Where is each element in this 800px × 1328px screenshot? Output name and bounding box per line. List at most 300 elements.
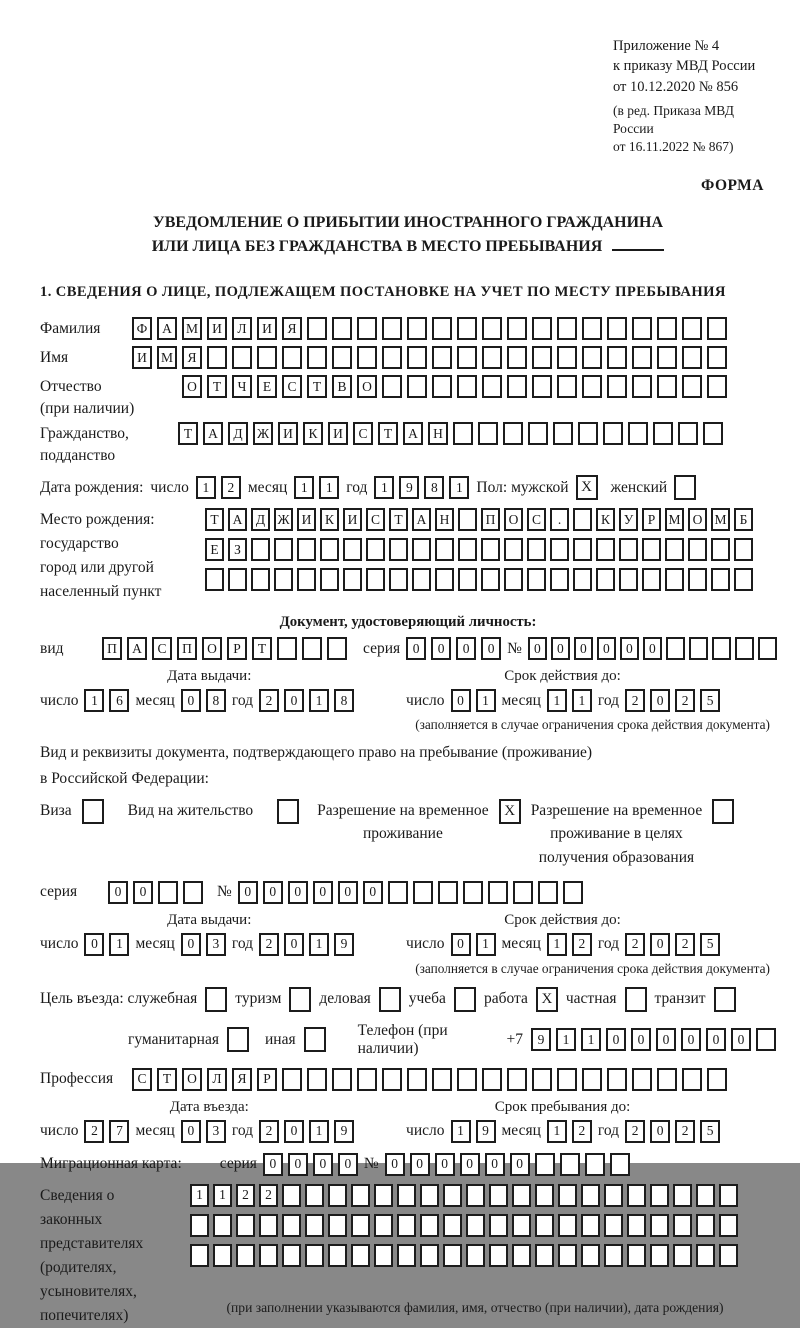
char-cell[interactable] bbox=[735, 637, 754, 660]
char-cell[interactable]: 9 bbox=[531, 1028, 551, 1051]
char-cell[interactable] bbox=[432, 346, 452, 369]
char-cell[interactable]: А bbox=[127, 637, 147, 660]
char-cell[interactable]: А bbox=[203, 422, 223, 445]
char-cell[interactable]: 0 bbox=[288, 881, 308, 904]
char-cell[interactable] bbox=[458, 538, 477, 561]
char-cell[interactable]: Т bbox=[205, 508, 224, 531]
char-cell[interactable] bbox=[607, 317, 627, 340]
char-cell[interactable] bbox=[277, 637, 297, 660]
char-cell[interactable] bbox=[535, 1184, 554, 1207]
char-cell[interactable] bbox=[573, 568, 592, 591]
char-cell[interactable] bbox=[504, 568, 523, 591]
char-cell[interactable] bbox=[482, 317, 502, 340]
char-cell[interactable]: И bbox=[297, 508, 316, 531]
char-cell[interactable]: 0 bbox=[84, 933, 104, 956]
char-cell[interactable]: 0 bbox=[650, 1120, 670, 1143]
char-cell[interactable] bbox=[205, 568, 224, 591]
char-cell[interactable] bbox=[236, 1244, 255, 1267]
char-cell[interactable] bbox=[719, 1184, 738, 1207]
char-cell[interactable]: С bbox=[527, 508, 546, 531]
char-cell[interactable]: 0 bbox=[313, 1153, 333, 1176]
char-cell[interactable] bbox=[628, 422, 648, 445]
char-cell[interactable]: 9 bbox=[334, 933, 354, 956]
char-cell[interactable] bbox=[558, 1184, 577, 1207]
char-cell[interactable] bbox=[328, 1244, 347, 1267]
char-cell[interactable]: С bbox=[152, 637, 172, 660]
char-cell[interactable] bbox=[707, 346, 727, 369]
char-cell[interactable] bbox=[682, 346, 702, 369]
char-cell[interactable] bbox=[236, 1214, 255, 1237]
char-cell[interactable] bbox=[627, 1184, 646, 1207]
char-cell[interactable] bbox=[327, 637, 347, 660]
char-cell[interactable]: М bbox=[157, 346, 177, 369]
char-cell[interactable] bbox=[183, 881, 203, 904]
char-cell[interactable]: 0 bbox=[338, 881, 358, 904]
char-cell[interactable]: Т bbox=[389, 508, 408, 531]
char-cell[interactable] bbox=[305, 1214, 324, 1237]
char-cell[interactable]: 2 bbox=[675, 933, 695, 956]
char-cell[interactable] bbox=[607, 375, 627, 398]
char-cell[interactable] bbox=[596, 568, 615, 591]
char-cell[interactable]: А bbox=[412, 508, 431, 531]
char-cell[interactable] bbox=[282, 346, 302, 369]
char-cell[interactable] bbox=[332, 1068, 352, 1091]
purpose-study-checkbox[interactable] bbox=[454, 987, 476, 1012]
char-cell[interactable]: 2 bbox=[572, 933, 592, 956]
char-cell[interactable]: М bbox=[665, 508, 684, 531]
char-cell[interactable]: С bbox=[366, 508, 385, 531]
char-cell[interactable]: 1 bbox=[476, 689, 496, 712]
sex-male-checkbox[interactable]: X bbox=[576, 475, 598, 500]
char-cell[interactable] bbox=[582, 317, 602, 340]
char-cell[interactable] bbox=[507, 346, 527, 369]
char-cell[interactable] bbox=[307, 346, 327, 369]
char-cell[interactable]: Т bbox=[252, 637, 272, 660]
char-cell[interactable]: 9 bbox=[399, 476, 419, 499]
char-cell[interactable] bbox=[650, 1184, 669, 1207]
char-cell[interactable]: 2 bbox=[259, 1184, 278, 1207]
char-cell[interactable] bbox=[719, 1214, 738, 1237]
char-cell[interactable] bbox=[357, 1068, 377, 1091]
char-cell[interactable]: М bbox=[711, 508, 730, 531]
char-cell[interactable]: 1 bbox=[309, 689, 329, 712]
char-cell[interactable] bbox=[707, 1068, 727, 1091]
char-cell[interactable]: 1 bbox=[213, 1184, 232, 1207]
char-cell[interactable] bbox=[657, 375, 677, 398]
char-cell[interactable]: 2 bbox=[84, 1120, 104, 1143]
char-cell[interactable]: Р bbox=[257, 1068, 277, 1091]
char-cell[interactable]: Т bbox=[157, 1068, 177, 1091]
option-visa-checkbox[interactable] bbox=[82, 799, 104, 824]
char-cell[interactable]: 1 bbox=[309, 1120, 329, 1143]
char-cell[interactable] bbox=[581, 1244, 600, 1267]
char-cell[interactable] bbox=[443, 1184, 462, 1207]
char-cell[interactable]: Т bbox=[178, 422, 198, 445]
char-cell[interactable] bbox=[257, 346, 277, 369]
char-cell[interactable]: А bbox=[403, 422, 423, 445]
char-cell[interactable] bbox=[507, 317, 527, 340]
char-cell[interactable] bbox=[532, 317, 552, 340]
char-cell[interactable] bbox=[382, 346, 402, 369]
char-cell[interactable] bbox=[582, 346, 602, 369]
char-cell[interactable]: 5 bbox=[700, 933, 720, 956]
char-cell[interactable] bbox=[604, 1214, 623, 1237]
option-residence-permit-checkbox[interactable] bbox=[277, 799, 299, 824]
char-cell[interactable]: 0 bbox=[338, 1153, 358, 1176]
char-cell[interactable]: З bbox=[228, 538, 247, 561]
char-cell[interactable] bbox=[507, 375, 527, 398]
char-cell[interactable]: 0 bbox=[631, 1028, 651, 1051]
char-cell[interactable] bbox=[719, 1244, 738, 1267]
char-cell[interactable]: 0 bbox=[263, 1153, 283, 1176]
char-cell[interactable] bbox=[553, 422, 573, 445]
char-cell[interactable] bbox=[696, 1244, 715, 1267]
char-cell[interactable]: П bbox=[481, 508, 500, 531]
char-cell[interactable]: Д bbox=[228, 422, 248, 445]
char-cell[interactable]: И bbox=[343, 508, 362, 531]
char-cell[interactable]: 2 bbox=[259, 1120, 279, 1143]
char-cell[interactable] bbox=[756, 1028, 776, 1051]
char-cell[interactable] bbox=[282, 1244, 301, 1267]
char-cell[interactable] bbox=[351, 1184, 370, 1207]
char-cell[interactable] bbox=[550, 568, 569, 591]
char-cell[interactable] bbox=[527, 538, 546, 561]
purpose-other-checkbox[interactable] bbox=[304, 1027, 326, 1052]
char-cell[interactable] bbox=[603, 422, 623, 445]
char-cell[interactable]: Л bbox=[207, 1068, 227, 1091]
char-cell[interactable]: Е bbox=[257, 375, 277, 398]
char-cell[interactable] bbox=[627, 1214, 646, 1237]
char-cell[interactable] bbox=[332, 346, 352, 369]
char-cell[interactable]: 2 bbox=[221, 476, 241, 499]
char-cell[interactable]: П bbox=[177, 637, 197, 660]
char-cell[interactable]: 1 bbox=[572, 689, 592, 712]
char-cell[interactable] bbox=[734, 568, 753, 591]
char-cell[interactable] bbox=[532, 1068, 552, 1091]
char-cell[interactable]: С bbox=[282, 375, 302, 398]
char-cell[interactable]: 0 bbox=[606, 1028, 626, 1051]
purpose-private-checkbox[interactable] bbox=[625, 987, 647, 1012]
char-cell[interactable] bbox=[513, 881, 533, 904]
char-cell[interactable]: И bbox=[278, 422, 298, 445]
char-cell[interactable] bbox=[463, 881, 483, 904]
char-cell[interactable]: 0 bbox=[485, 1153, 505, 1176]
char-cell[interactable]: Т bbox=[207, 375, 227, 398]
char-cell[interactable]: И bbox=[207, 317, 227, 340]
char-cell[interactable] bbox=[734, 538, 753, 561]
char-cell[interactable]: 0 bbox=[650, 933, 670, 956]
char-cell[interactable]: А bbox=[228, 508, 247, 531]
char-cell[interactable] bbox=[307, 317, 327, 340]
char-cell[interactable]: 1 bbox=[190, 1184, 209, 1207]
char-cell[interactable]: 0 bbox=[481, 637, 501, 660]
char-cell[interactable]: 0 bbox=[643, 637, 662, 660]
char-cell[interactable]: 2 bbox=[259, 689, 279, 712]
char-cell[interactable] bbox=[259, 1214, 278, 1237]
char-cell[interactable] bbox=[632, 375, 652, 398]
char-cell[interactable] bbox=[351, 1244, 370, 1267]
char-cell[interactable] bbox=[682, 375, 702, 398]
char-cell[interactable] bbox=[528, 422, 548, 445]
char-cell[interactable] bbox=[560, 1153, 580, 1176]
char-cell[interactable]: К bbox=[303, 422, 323, 445]
char-cell[interactable] bbox=[251, 538, 270, 561]
char-cell[interactable] bbox=[619, 538, 638, 561]
char-cell[interactable]: 9 bbox=[334, 1120, 354, 1143]
char-cell[interactable] bbox=[482, 346, 502, 369]
char-cell[interactable] bbox=[397, 1184, 416, 1207]
char-cell[interactable] bbox=[407, 1068, 427, 1091]
char-cell[interactable]: 5 bbox=[700, 1120, 720, 1143]
char-cell[interactable] bbox=[512, 1214, 531, 1237]
char-cell[interactable]: 3 bbox=[206, 933, 226, 956]
char-cell[interactable] bbox=[535, 1214, 554, 1237]
char-cell[interactable] bbox=[251, 568, 270, 591]
char-cell[interactable]: О bbox=[504, 508, 523, 531]
char-cell[interactable] bbox=[297, 568, 316, 591]
char-cell[interactable]: С bbox=[132, 1068, 152, 1091]
char-cell[interactable] bbox=[478, 422, 498, 445]
char-cell[interactable] bbox=[190, 1244, 209, 1267]
char-cell[interactable]: 2 bbox=[675, 689, 695, 712]
char-cell[interactable] bbox=[581, 1184, 600, 1207]
char-cell[interactable] bbox=[453, 422, 473, 445]
char-cell[interactable] bbox=[563, 881, 583, 904]
char-cell[interactable]: 0 bbox=[435, 1153, 455, 1176]
char-cell[interactable]: 9 bbox=[476, 1120, 496, 1143]
char-cell[interactable] bbox=[388, 881, 408, 904]
char-cell[interactable]: 2 bbox=[625, 689, 645, 712]
char-cell[interactable]: Е bbox=[205, 538, 224, 561]
char-cell[interactable]: 0 bbox=[456, 637, 476, 660]
char-cell[interactable] bbox=[274, 568, 293, 591]
char-cell[interactable] bbox=[682, 1068, 702, 1091]
char-cell[interactable] bbox=[507, 1068, 527, 1091]
char-cell[interactable]: 8 bbox=[206, 689, 226, 712]
char-cell[interactable] bbox=[432, 317, 452, 340]
char-cell[interactable] bbox=[320, 538, 339, 561]
char-cell[interactable] bbox=[407, 375, 427, 398]
char-cell[interactable]: О bbox=[202, 637, 222, 660]
char-cell[interactable] bbox=[607, 1068, 627, 1091]
char-cell[interactable] bbox=[435, 568, 454, 591]
char-cell[interactable]: О bbox=[688, 508, 707, 531]
char-cell[interactable] bbox=[282, 1184, 301, 1207]
char-cell[interactable]: 2 bbox=[625, 933, 645, 956]
char-cell[interactable] bbox=[332, 317, 352, 340]
char-cell[interactable] bbox=[259, 1244, 278, 1267]
char-cell[interactable]: Я bbox=[182, 346, 202, 369]
purpose-work-checkbox[interactable]: X bbox=[536, 987, 558, 1012]
char-cell[interactable]: 1 bbox=[547, 689, 567, 712]
char-cell[interactable] bbox=[657, 1068, 677, 1091]
option-temp-residence-checkbox[interactable]: X bbox=[499, 799, 521, 824]
char-cell[interactable]: О bbox=[182, 375, 202, 398]
char-cell[interactable]: И bbox=[132, 346, 152, 369]
char-cell[interactable]: 1 bbox=[451, 1120, 471, 1143]
char-cell[interactable] bbox=[673, 1244, 692, 1267]
char-cell[interactable] bbox=[274, 538, 293, 561]
char-cell[interactable] bbox=[320, 568, 339, 591]
char-cell[interactable]: 0 bbox=[410, 1153, 430, 1176]
char-cell[interactable] bbox=[682, 317, 702, 340]
char-cell[interactable] bbox=[535, 1153, 555, 1176]
char-cell[interactable] bbox=[550, 538, 569, 561]
char-cell[interactable] bbox=[307, 1068, 327, 1091]
option-temp-residence-education-checkbox[interactable] bbox=[712, 799, 734, 824]
char-cell[interactable] bbox=[481, 568, 500, 591]
char-cell[interactable] bbox=[438, 881, 458, 904]
char-cell[interactable] bbox=[466, 1244, 485, 1267]
char-cell[interactable] bbox=[374, 1244, 393, 1267]
char-cell[interactable]: 0 bbox=[574, 637, 593, 660]
char-cell[interactable]: Ч bbox=[232, 375, 252, 398]
char-cell[interactable] bbox=[457, 317, 477, 340]
char-cell[interactable]: 0 bbox=[551, 637, 570, 660]
char-cell[interactable] bbox=[558, 1214, 577, 1237]
char-cell[interactable] bbox=[343, 538, 362, 561]
char-cell[interactable]: 1 bbox=[476, 933, 496, 956]
char-cell[interactable] bbox=[557, 317, 577, 340]
char-cell[interactable] bbox=[573, 508, 592, 531]
char-cell[interactable] bbox=[604, 1184, 623, 1207]
char-cell[interactable]: 0 bbox=[284, 933, 304, 956]
char-cell[interactable]: 2 bbox=[572, 1120, 592, 1143]
char-cell[interactable] bbox=[412, 538, 431, 561]
char-cell[interactable] bbox=[627, 1244, 646, 1267]
char-cell[interactable] bbox=[707, 375, 727, 398]
char-cell[interactable] bbox=[610, 1153, 630, 1176]
char-cell[interactable] bbox=[443, 1214, 462, 1237]
char-cell[interactable]: 1 bbox=[109, 933, 129, 956]
char-cell[interactable] bbox=[343, 568, 362, 591]
char-cell[interactable]: Л bbox=[232, 317, 252, 340]
char-cell[interactable] bbox=[632, 317, 652, 340]
purpose-transit-checkbox[interactable] bbox=[714, 987, 736, 1012]
char-cell[interactable] bbox=[232, 346, 252, 369]
char-cell[interactable] bbox=[351, 1214, 370, 1237]
char-cell[interactable] bbox=[657, 317, 677, 340]
char-cell[interactable] bbox=[582, 1068, 602, 1091]
char-cell[interactable] bbox=[632, 1068, 652, 1091]
char-cell[interactable] bbox=[489, 1214, 508, 1237]
char-cell[interactable]: 0 bbox=[681, 1028, 701, 1051]
char-cell[interactable] bbox=[503, 422, 523, 445]
char-cell[interactable] bbox=[190, 1214, 209, 1237]
char-cell[interactable]: 0 bbox=[284, 1120, 304, 1143]
char-cell[interactable] bbox=[703, 422, 723, 445]
char-cell[interactable] bbox=[457, 1068, 477, 1091]
char-cell[interactable]: 1 bbox=[84, 689, 104, 712]
char-cell[interactable] bbox=[213, 1214, 232, 1237]
char-cell[interactable] bbox=[282, 1068, 302, 1091]
char-cell[interactable]: 0 bbox=[597, 637, 616, 660]
char-cell[interactable] bbox=[665, 568, 684, 591]
char-cell[interactable]: И bbox=[257, 317, 277, 340]
char-cell[interactable] bbox=[711, 568, 730, 591]
char-cell[interactable]: М bbox=[182, 317, 202, 340]
char-cell[interactable] bbox=[578, 422, 598, 445]
char-cell[interactable]: 1 bbox=[294, 476, 314, 499]
char-cell[interactable] bbox=[420, 1184, 439, 1207]
char-cell[interactable]: О bbox=[357, 375, 377, 398]
char-cell[interactable]: 8 bbox=[334, 689, 354, 712]
char-cell[interactable] bbox=[678, 422, 698, 445]
char-cell[interactable]: 0 bbox=[181, 933, 201, 956]
char-cell[interactable] bbox=[607, 346, 627, 369]
char-cell[interactable] bbox=[688, 568, 707, 591]
char-cell[interactable] bbox=[604, 1244, 623, 1267]
char-cell[interactable]: 1 bbox=[581, 1028, 601, 1051]
char-cell[interactable] bbox=[357, 317, 377, 340]
char-cell[interactable] bbox=[532, 375, 552, 398]
char-cell[interactable] bbox=[482, 375, 502, 398]
char-cell[interactable]: 0 bbox=[451, 933, 471, 956]
char-cell[interactable] bbox=[632, 346, 652, 369]
char-cell[interactable]: 2 bbox=[236, 1184, 255, 1207]
char-cell[interactable] bbox=[420, 1244, 439, 1267]
char-cell[interactable]: 1 bbox=[449, 476, 469, 499]
char-cell[interactable] bbox=[673, 1214, 692, 1237]
char-cell[interactable]: . bbox=[550, 508, 569, 531]
char-cell[interactable] bbox=[412, 568, 431, 591]
char-cell[interactable]: Ж bbox=[253, 422, 273, 445]
char-cell[interactable]: 3 bbox=[206, 1120, 226, 1143]
char-cell[interactable] bbox=[435, 538, 454, 561]
char-cell[interactable] bbox=[366, 568, 385, 591]
char-cell[interactable] bbox=[407, 346, 427, 369]
char-cell[interactable]: К bbox=[320, 508, 339, 531]
char-cell[interactable]: 0 bbox=[460, 1153, 480, 1176]
char-cell[interactable] bbox=[328, 1214, 347, 1237]
char-cell[interactable]: Т bbox=[378, 422, 398, 445]
char-cell[interactable]: 0 bbox=[181, 689, 201, 712]
char-cell[interactable] bbox=[282, 1214, 301, 1237]
char-cell[interactable] bbox=[585, 1153, 605, 1176]
purpose-humanitarian-checkbox[interactable] bbox=[227, 1027, 249, 1052]
char-cell[interactable] bbox=[696, 1184, 715, 1207]
char-cell[interactable] bbox=[389, 538, 408, 561]
char-cell[interactable]: 5 bbox=[700, 689, 720, 712]
char-cell[interactable] bbox=[413, 881, 433, 904]
char-cell[interactable]: Ф bbox=[132, 317, 152, 340]
char-cell[interactable]: И bbox=[328, 422, 348, 445]
char-cell[interactable] bbox=[688, 538, 707, 561]
char-cell[interactable] bbox=[481, 538, 500, 561]
char-cell[interactable]: 1 bbox=[374, 476, 394, 499]
char-cell[interactable] bbox=[374, 1214, 393, 1237]
char-cell[interactable] bbox=[650, 1214, 669, 1237]
char-cell[interactable]: 0 bbox=[133, 881, 153, 904]
char-cell[interactable] bbox=[557, 375, 577, 398]
char-cell[interactable] bbox=[213, 1244, 232, 1267]
purpose-business-checkbox[interactable] bbox=[205, 987, 227, 1012]
char-cell[interactable] bbox=[642, 538, 661, 561]
char-cell[interactable] bbox=[535, 1244, 554, 1267]
char-cell[interactable]: 0 bbox=[181, 1120, 201, 1143]
char-cell[interactable]: 0 bbox=[656, 1028, 676, 1051]
char-cell[interactable]: 1 bbox=[309, 933, 329, 956]
char-cell[interactable] bbox=[302, 637, 322, 660]
char-cell[interactable] bbox=[489, 1244, 508, 1267]
char-cell[interactable] bbox=[382, 375, 402, 398]
char-cell[interactable] bbox=[432, 375, 452, 398]
char-cell[interactable]: 0 bbox=[313, 881, 333, 904]
char-cell[interactable] bbox=[673, 1184, 692, 1207]
char-cell[interactable] bbox=[357, 346, 377, 369]
char-cell[interactable] bbox=[527, 568, 546, 591]
char-cell[interactable] bbox=[581, 1214, 600, 1237]
